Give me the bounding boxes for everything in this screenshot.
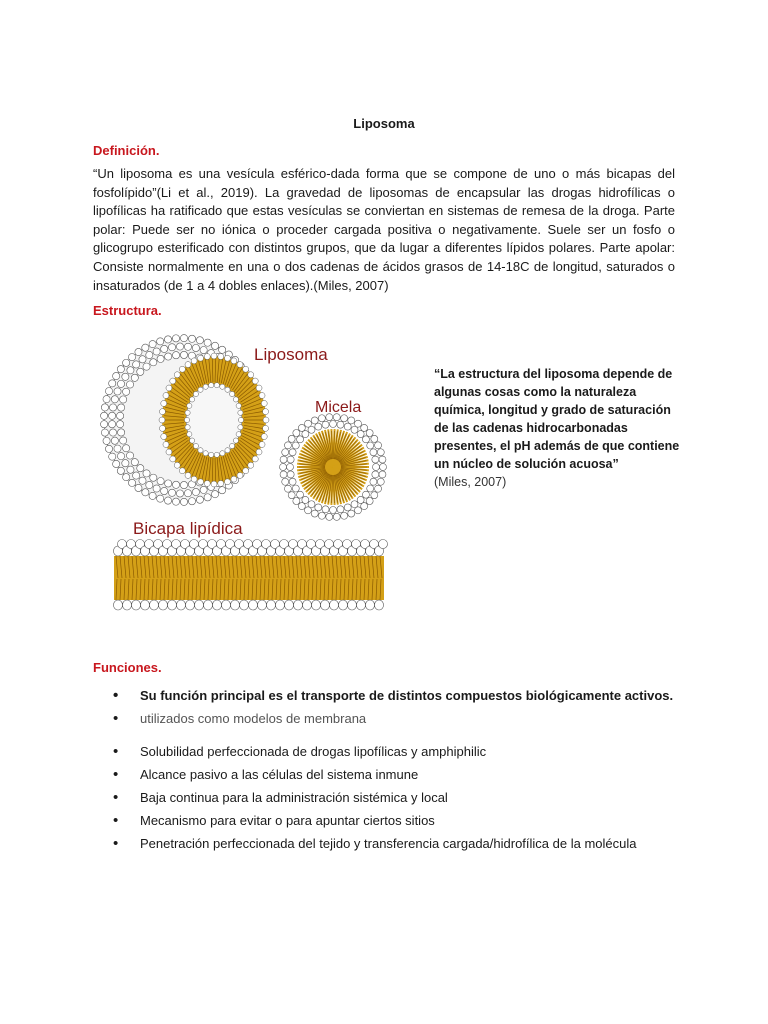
liposome-illustration: [101, 335, 269, 506]
list-item: • utilizados como modelos de membrana: [113, 709, 713, 732]
micelle-label: Micela: [315, 399, 362, 416]
definition-text: “Un liposoma es una vesícula esférico-dada forma que se compone de uno o más bicapas del fosfolípido”(Li et al., 2019). La gravedad de liposomas de encapsular las drogas hidrofílicas o lipofílicas ha ratificado que estas vesículas se conviertan en sistemas de remesa de la droga. Parte polar: Puede ser no iónica o proceder cargada positiva o negativamente. Suele ser un fosfo o glicogrupo esterificado con distintos grupos, que da lugar a diferentes lípidos polares. Parte apolar: Consiste normalmente en una o dos cadenas de ácidos grasos de 14-18C de longitud, saturados o insaturados (de 1 a 4 dobles enlaces).(Miles, 2007): [93, 166, 675, 293]
functions-heading: Funciones.: [93, 660, 162, 675]
list-item: • Su función principal es el transporte de distintos compuestos biológicamente activos.: [113, 686, 713, 709]
bilayer-illustration: [114, 540, 388, 611]
structure-heading: Estructura.: [93, 303, 162, 318]
list-item: • Penetración perfeccionada del tejido y transferencia cargada/hidrofílica de la molécula: [113, 834, 713, 857]
list-item: • Alcance pasivo a las células del sistema inmune: [113, 765, 713, 788]
liposome-label: Liposoma: [254, 345, 328, 364]
definition-paragraph: [93, 165, 675, 295]
structure-quote: [434, 365, 684, 491]
page-title: Liposoma: [353, 116, 415, 131]
list-item: • Mecanismo para evitar o para apuntar ciertos sitios: [113, 811, 713, 834]
liposome-figure: [96, 330, 402, 626]
quote-citation: (Miles, 2007): [434, 475, 507, 489]
micelle-illustration: [280, 414, 387, 521]
list-item: • Solubilidad perfeccionada de drogas lipofílicas y amphiphilic: [113, 742, 713, 765]
liposome-diagram: [96, 330, 402, 626]
list-item: • Baja continua para la administración sistémica y local: [113, 788, 713, 811]
definition-heading: Definición.: [93, 143, 160, 158]
bilayer-label: Bicapa lipídica: [133, 519, 243, 538]
quote-text: “La estructura del liposoma depende de algunas cosas como la naturaleza química, longitud y grado de saturación de las cadenas hidrocarbonadas presentes, el pH además de que contiene un núcleo de solución acuosa”: [434, 367, 680, 471]
functions-list: [113, 686, 713, 857]
